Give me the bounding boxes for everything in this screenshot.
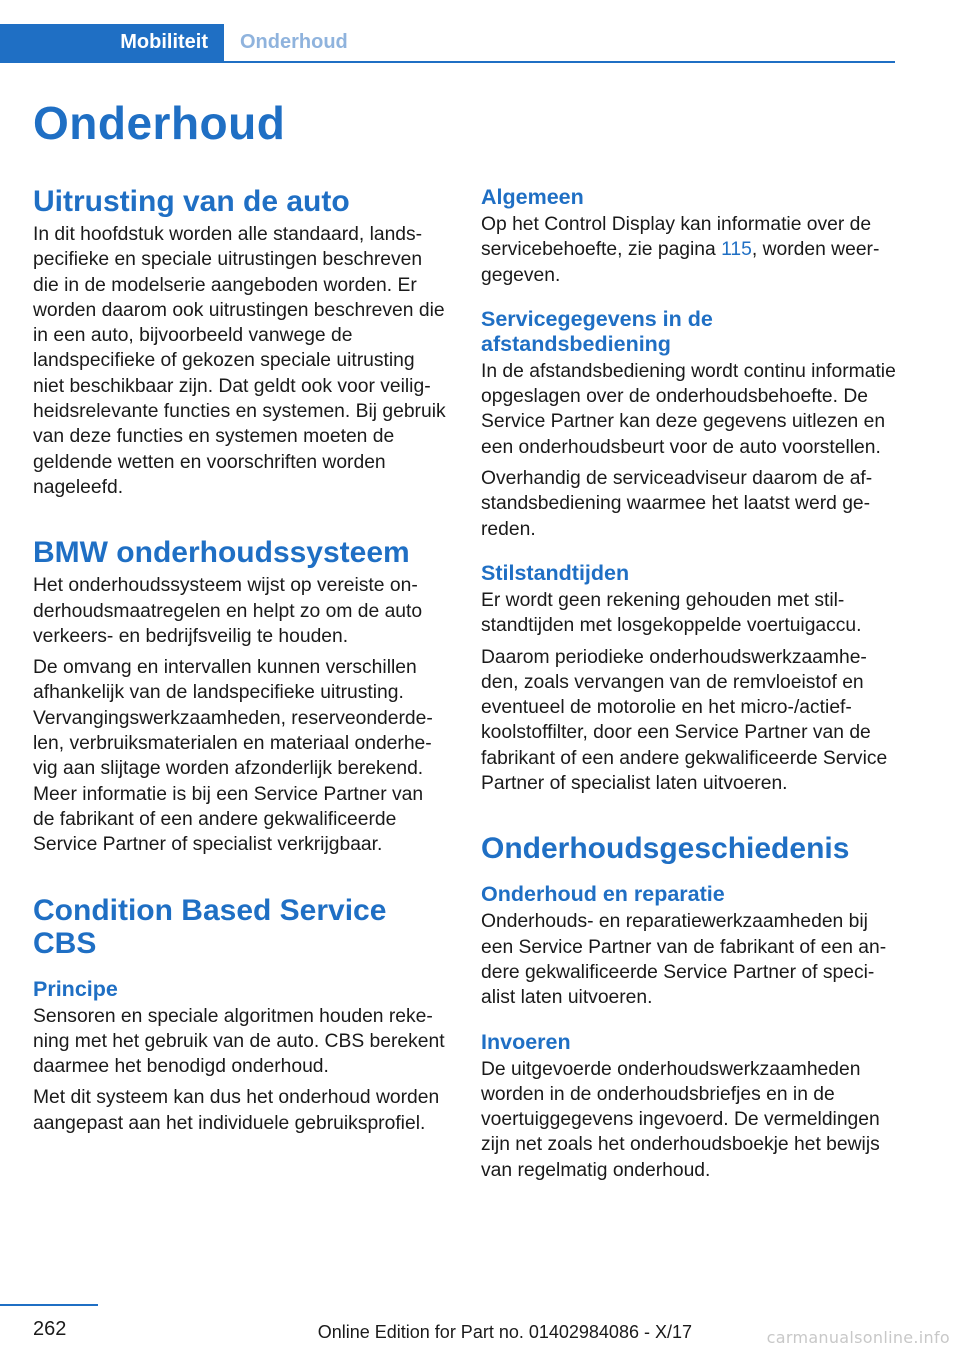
header-tab-bar: [0, 24, 895, 63]
text: , worden weergegeven.: [481, 239, 880, 286]
paragraph: Overhandig de serviceadviseur daarom de afstandsbediening waarmee het laatst werd gereden.: [481, 468, 873, 540]
paragraph: In de afstandsbediening wordt continu informatie opgeslagen over de onderhoudsbehoefte. De Service Partner kan deze gegevens uitlezen en een onderhoudsbeurt voor de auto voorstellen.: [481, 360, 896, 458]
paragraph: Het onderhoudssysteem wijst op vereiste onderhoudsmaatregelen en helpt zo om de auto verkeers- en bedrijfsveilig te houden.: [33, 575, 423, 647]
subsection-title-onderhoud-en-reparatie: Onderhoud en reparatie: [481, 882, 725, 907]
section-title-onderhoudsgeschiedenis: Onderhoudsgeschiedenis: [481, 832, 850, 866]
subsection-title-servicegegevens: Servicegegevens in de afstandsbediening: [481, 306, 713, 356]
subsection-title-invoeren: Invoeren: [481, 1029, 571, 1054]
subsection-title-stilstandtijden: Stilstandtijden: [481, 560, 630, 585]
right-column: [481, 185, 896, 1189]
tab-onderhoud[interactable]: Onderhoud: [240, 31, 348, 53]
chapter-title: Onderhoud: [33, 97, 286, 149]
subsection-title-principe: Principe: [33, 976, 118, 1001]
paragraph: Onderhouds- en reparatiewerkzaamheden bij een Service Partner van de fabrikant of een andere gekwalificeerde Service Partner of specialist laten uitvoeren.: [481, 911, 887, 1009]
footer-edition: Online Edition for Part no. 01402984086 - X/17: [317, 1322, 692, 1342]
paragraph: Met dit systeem kan dus het onderhoud worden aangepast aan het individuele gebruiksprofiel.: [33, 1087, 440, 1134]
section-title-cbs: Condition Based Service CBS: [33, 893, 387, 960]
paragraph-algemeen: [481, 212, 896, 288]
watermark: carmanualsonline.info: [766, 1328, 950, 1347]
text: Op het Control Display kan informatie over de servicebehoefte, zie pagina: [481, 214, 872, 261]
paragraph: Daarom periodieke onderhoudswerkzaamheden, zoals vervangen van de remvloeistof en eventueel de motorolie en het micro-/actiefkoolstoffilter, door een Service Partner van de fabrikant of een andere gekwalificeerde Service Partner of specialist laten uitvoeren.: [481, 646, 888, 795]
page-link[interactable]: 115: [721, 239, 752, 261]
paragraph: De omvang en intervallen kunnen verschillen afhankelijk van de landspecifieke uitrusting. Vervangingswerkzaamheden, reserveonderdelen, verbruiksmaterialen en materiaal onderhevig aan slijtage worden afzonderlijk berekend. Meer informatie is bij een Service Partner van de fabrikant of een andere gekwalificeerde Service Partner of specialist verkrijgbaar.: [33, 657, 433, 856]
tab-mobiliteit[interactable]: Mobiliteit: [0, 24, 224, 61]
section-title-bmw-onderhoudssysteem: BMW onderhoudssysteem: [33, 536, 410, 570]
paragraph: Er wordt geen rekening gehouden met stilstandtijden met losgekoppelde voertuigaccu.: [481, 589, 862, 637]
footer-rule: [0, 1304, 98, 1306]
paragraph: De uitgevoerde onderhoudswerkzaamheden worden in de onderhoudsbriefjes en in de voertuiggegevens ingevoerd. De vermeldingen zijn net zoals het onderhoudsboekje het bewijs van regelmatig onderhoud.: [481, 1058, 880, 1181]
left-column: [33, 185, 448, 1142]
subsection-title-algemeen: Algemeen: [481, 185, 584, 209]
paragraph: In dit hoofdstuk worden alle standaard, landspecifieke en speciale uitrustingen beschreven die in de modelserie aangeboden worden. Er worden daarom ook uitrustingen beschreven die in een auto, bijvoorbeeld vanwege de landspecifieke of gekozen speciale uitrusting niet beschikbaar zijn. Dat geldt ook voor veiligheidsrelevante functies en systemen. Bij gebruik van deze functies en systemen moeten de geldende wetten en voorschriften worden nageleefd.: [33, 224, 446, 498]
section-title-uitrusting: Uitrusting van de auto: [33, 185, 350, 218]
paragraph: Sensoren en speciale algoritmen houden rekening met het gebruik van de auto. CBS berekent daarmee het benodigd onderhoud.: [33, 1005, 445, 1078]
page-number: 262: [33, 1318, 67, 1340]
